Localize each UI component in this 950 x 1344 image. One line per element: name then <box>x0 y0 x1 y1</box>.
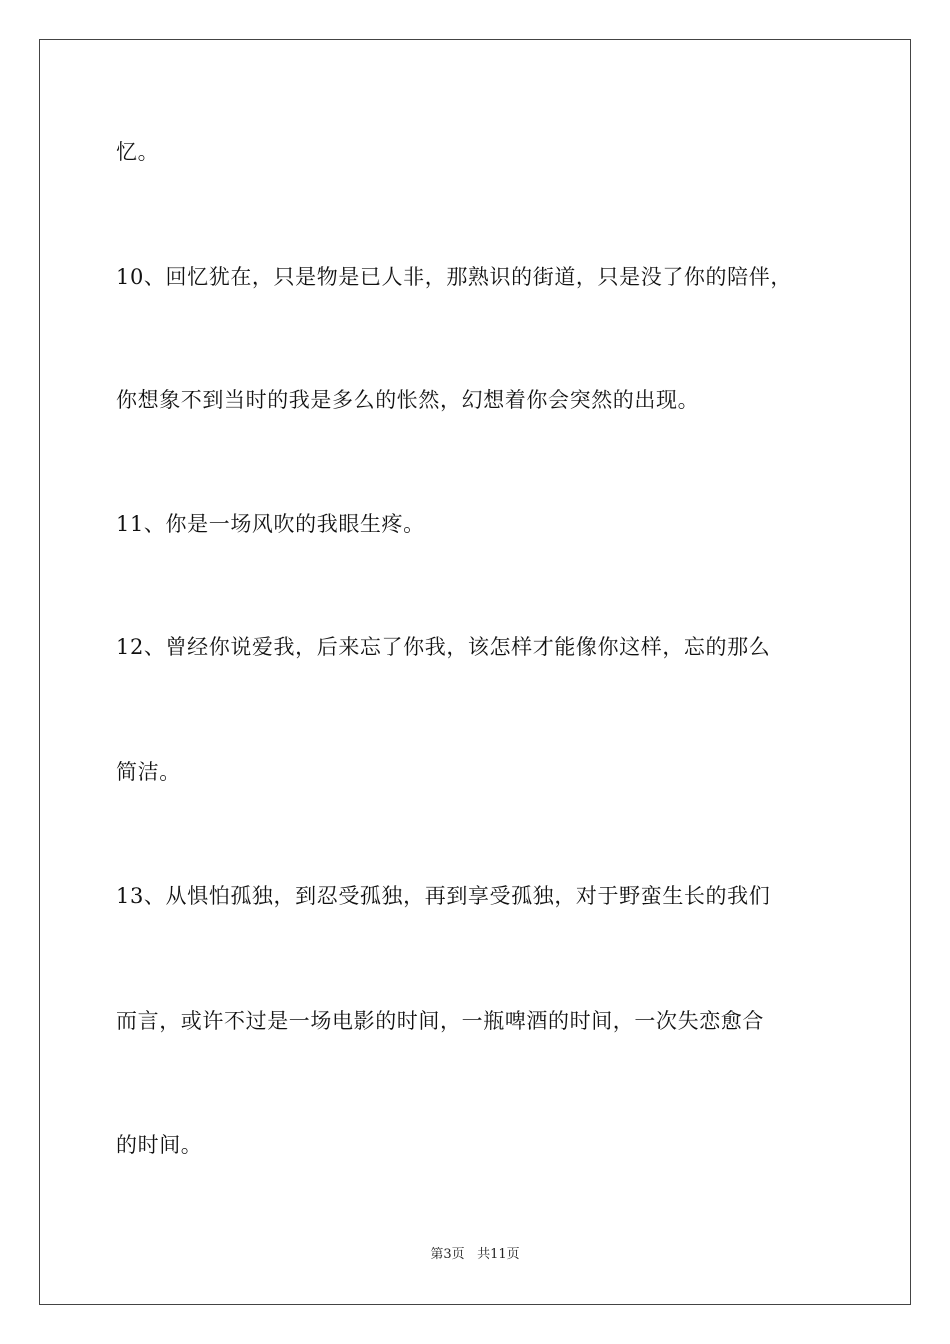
text-line: 简洁。 <box>116 760 181 784</box>
text-line: 12、曾经你说爱我，后来忘了你我，该怎样才能像你这样，忘的那么 <box>116 635 771 659</box>
page-number: 第3页 <box>430 1247 465 1262</box>
text-line: 13、从惧怕孤独，到忍受孤独，再到享受孤独，对于野蛮生长的我们 <box>116 884 771 908</box>
text-line: 10、回忆犹在，只是物是已人非，那熟识的街道，只是没了你的陪伴， <box>116 265 792 289</box>
page-footer <box>0 1246 950 1264</box>
text-line: 忆。 <box>116 140 160 164</box>
text-line: 的时间。 <box>116 1133 203 1157</box>
text-line: 11、你是一场风吹的我眼生疼。 <box>116 512 425 536</box>
page-total: 共11页 <box>477 1247 520 1262</box>
text-line: 你想象不到当时的我是多么的怅然，幻想着你会突然的出现。 <box>116 388 700 412</box>
page-border <box>39 39 911 1305</box>
text-line: 而言，或许不过是一场电影的时间，一瓶啤酒的时间，一次失恋愈合 <box>116 1009 764 1033</box>
